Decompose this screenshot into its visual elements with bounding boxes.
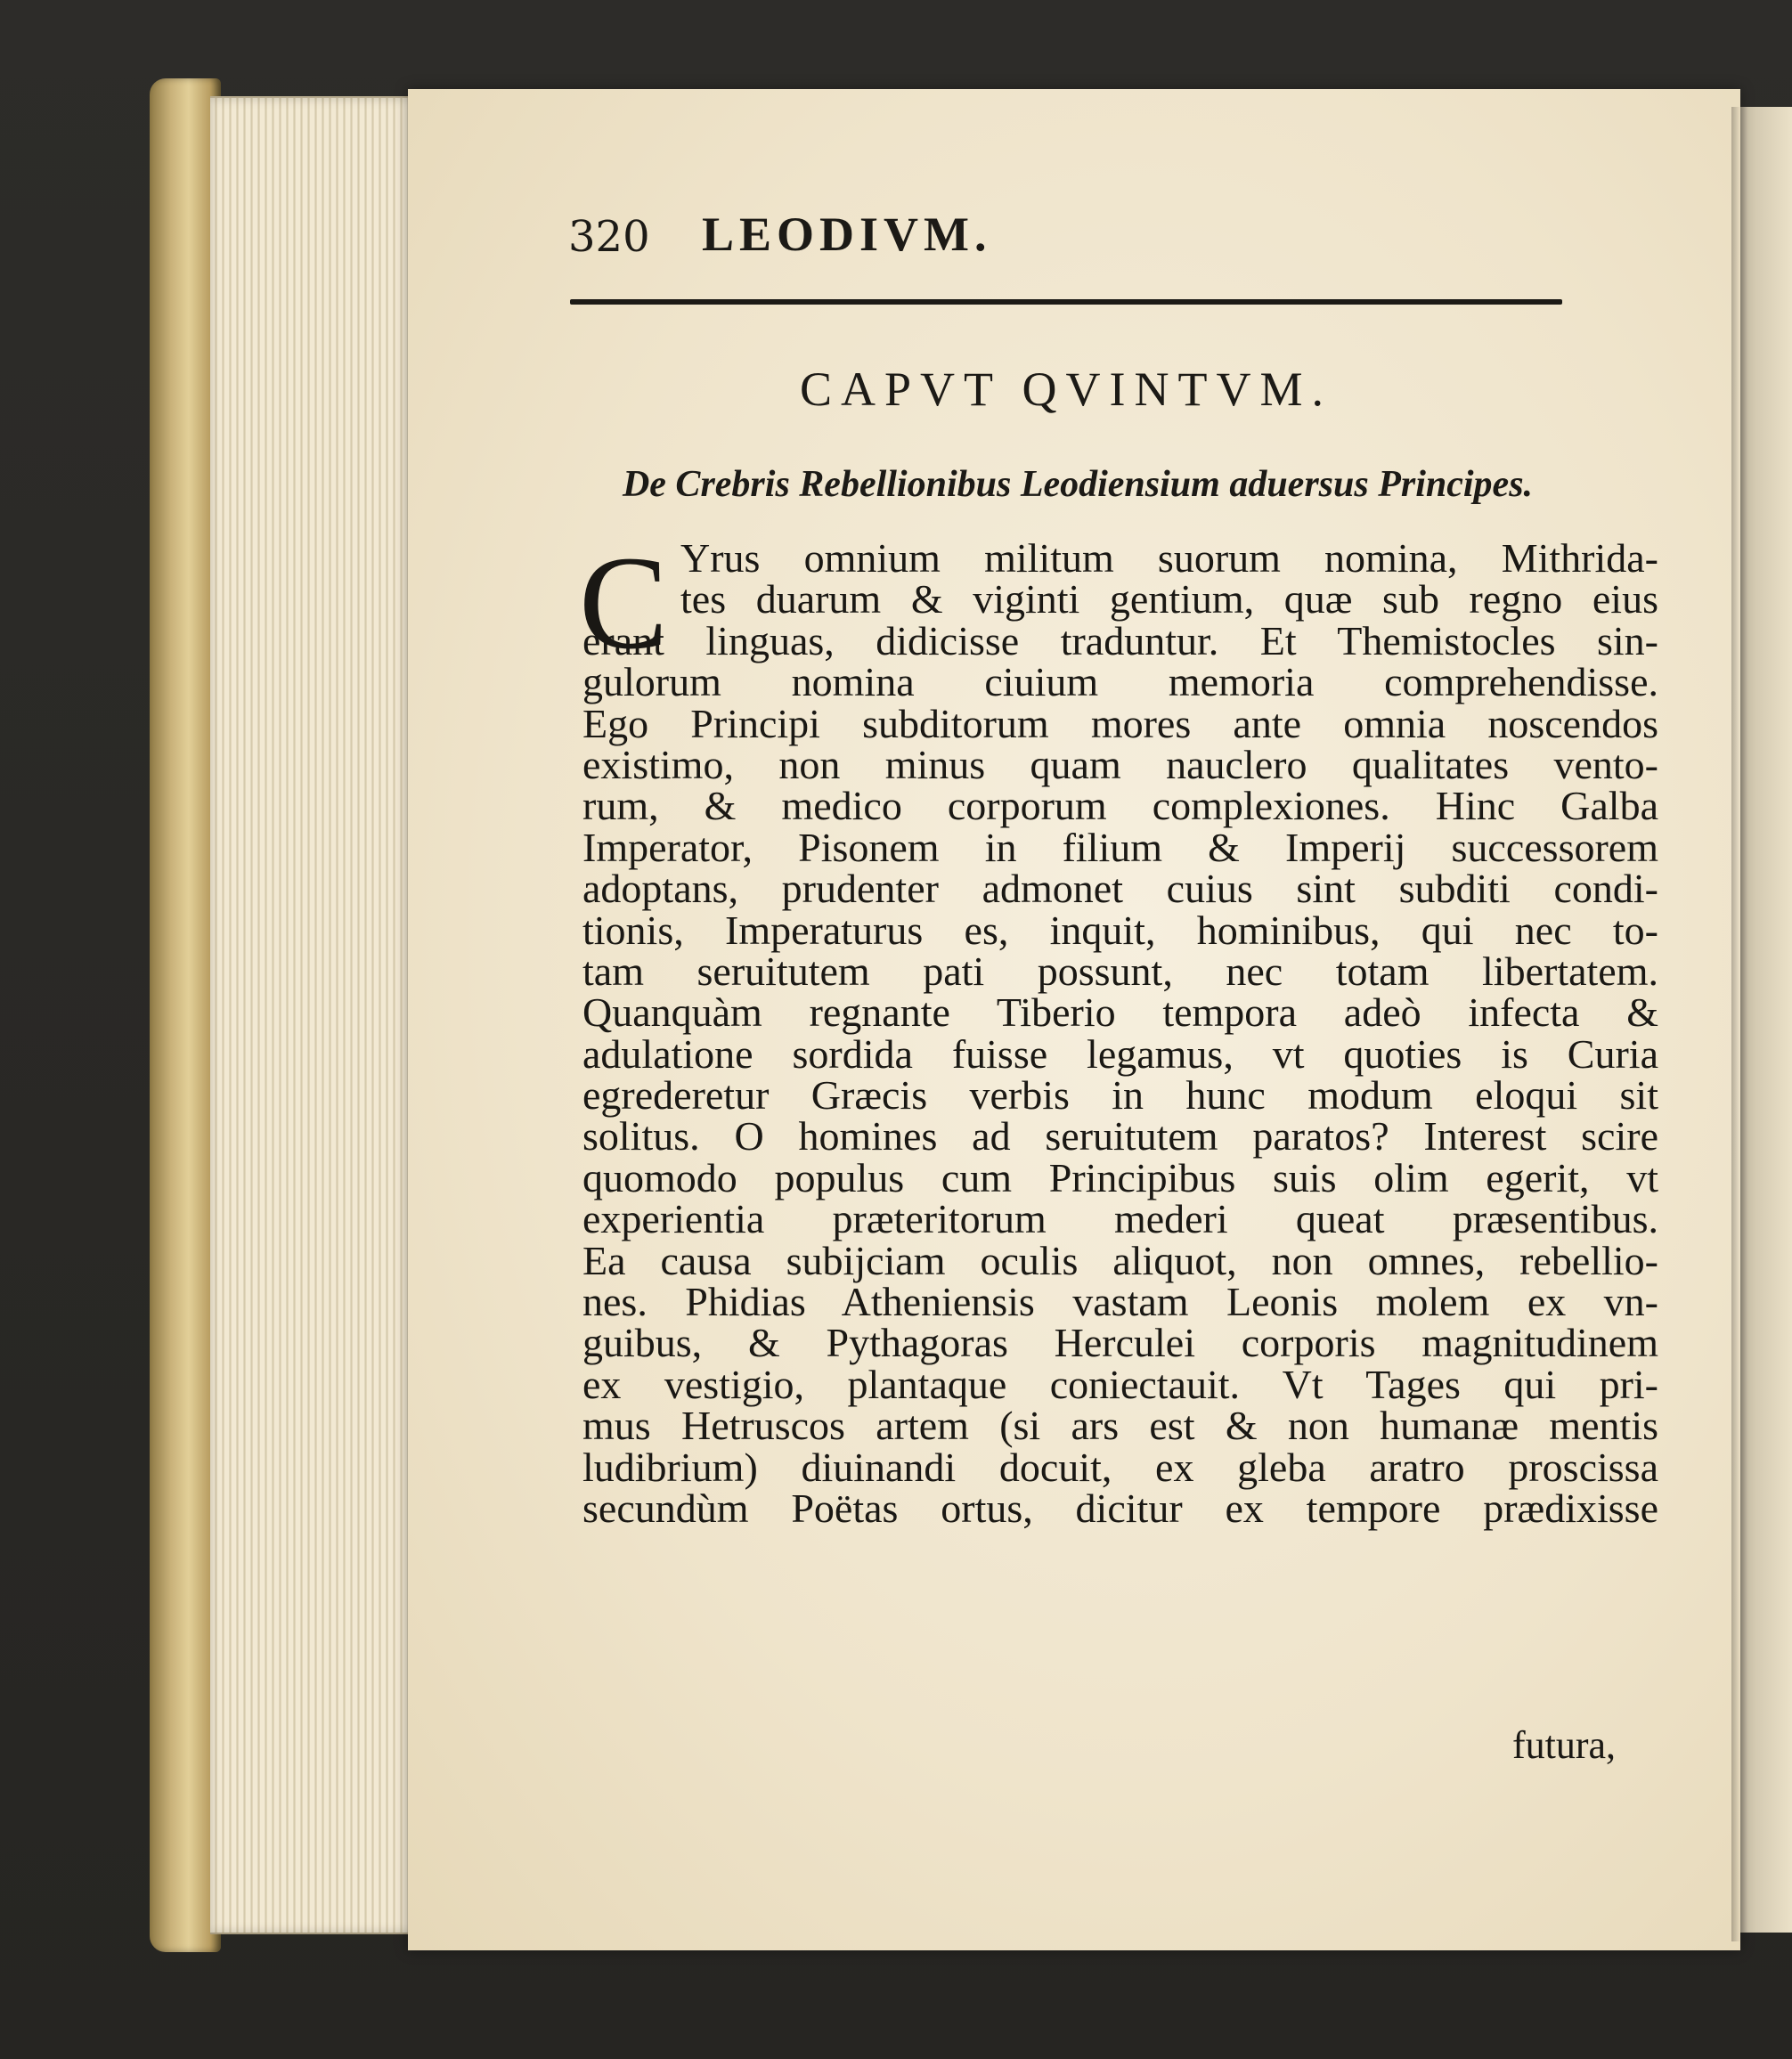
drop-cap: C — [579, 529, 669, 677]
text-line: quomodo populus cum Principibus suis olim egerit, vt — [582, 1154, 1658, 1200]
running-head: LEODIVM. — [702, 208, 992, 261]
text-line: egrederetur Græcis verbis in hunc modum eloqui sit — [582, 1072, 1658, 1119]
text-line: Imperator, Pisonem in filium & Imperij successorem — [582, 824, 1658, 870]
text-line: tam seruitutem pati possunt, nec totam libertatem. — [582, 948, 1658, 994]
text-line: solitus. O homines ad seruitutem paratos? Interest scire — [582, 1113, 1658, 1160]
text-line: tes duarum & viginti gentium, quæ sub regno eius — [680, 576, 1658, 623]
text-line: rum, & medico corporum complexiones. Hinc Galba — [582, 783, 1658, 829]
header-rule — [570, 299, 1562, 305]
text-line: tionis, Imperaturus es, inquit, hominibus, qui nec to- — [582, 907, 1658, 953]
page-edges — [210, 96, 413, 1934]
text-line: existimo, non minus quam nauclero qualitates vento- — [582, 741, 1658, 787]
text-line: gulorum nomina ciuium memoria comprehendisse. — [582, 659, 1658, 705]
facing-page-edge — [1737, 107, 1792, 1933]
page-number: 320 — [568, 212, 650, 262]
page-gutter-shadow — [1731, 107, 1740, 1941]
text-line: ludibrium) diuinandi docuit, ex gleba aratro proscissa — [582, 1444, 1658, 1490]
text-line: mus Hetruscos artem (si ars est & non humanæ mentis — [582, 1403, 1658, 1449]
chapter-subtitle: De Crebris Rebellionibus Leodiensium aduersus Principes. — [622, 464, 1534, 505]
text-line: experientia præteritorum mederi queat præsentibus. — [582, 1196, 1658, 1242]
text-line: Yrus omnium militum suorum nomina, Mithrida- — [680, 535, 1658, 581]
text-line: ex vestigio, plantaque coniectauit. Vt Tages qui pri- — [582, 1361, 1658, 1407]
text-line: Quanquàm regnante Tiberio tempora adeò infecta & — [582, 989, 1658, 1036]
text-line: secundùm Poëtas ortus, dicitur ex tempore prædixisse — [582, 1485, 1658, 1531]
text-line: adulatione sordida fuisse legamus, vt quoties is Curia — [582, 1030, 1658, 1077]
text-line: Ea causa subijciam oculis aliquot, non omnes, rebellio- — [582, 1237, 1658, 1283]
text-line: guibus, & Pythagoras Herculei corporis magnitudinem — [582, 1320, 1658, 1366]
text-line: Ego Principi subditorum mores ante omnia noscendos — [582, 700, 1658, 746]
text-line: nes. Phidias Atheniensis vastam Leonis molem ex vn- — [582, 1279, 1658, 1325]
page-header — [568, 207, 1566, 278]
body-text — [579, 529, 1658, 1531]
catchword: futura, — [1512, 1723, 1617, 1767]
text-line: erant linguas, didicisse traduntur. Et Themistocles sin- — [582, 617, 1658, 663]
chapter-title: CAPVT QVINTVM. — [799, 362, 1333, 416]
text-line: adoptans, prudenter admonet cuius sint subditi condi- — [582, 866, 1658, 912]
